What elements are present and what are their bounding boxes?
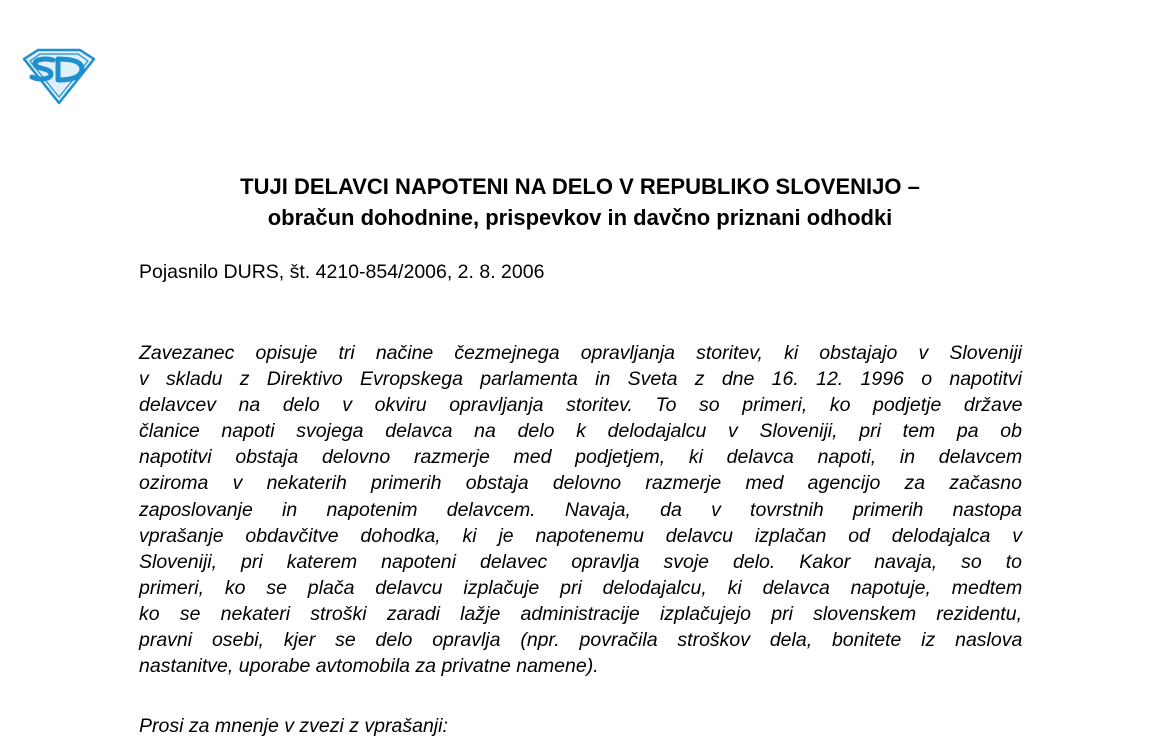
paragraph-line: delavcev na delo v okviru opravljanja storitev. To so primeri, ko podjetje države xyxy=(139,394,1023,417)
paragraph-line: Sloveniji, pri katerem napoteni delavec opravlja svoje delo. Kakor navaja, so to xyxy=(139,550,1022,573)
paragraph-line: članice napoti svojega delavca na delo k delodajalcu v Sloveniji, pri tem pa ob xyxy=(139,420,1022,443)
body-paragraph xyxy=(139,340,1022,679)
paragraph-line: ko se nekateri stroški zaradi lažje administracije izplačujejo pri slovenskem rezidentu, xyxy=(139,602,1022,625)
paragraph-line: napotitvi obstaja delovno razmerje med podjetjem, ki delavca napoti, in delavcem xyxy=(139,446,1023,469)
document-subtitle: obračun dohodnine, prispevkov in davčno priznani odhodki xyxy=(267,205,893,230)
sd-logo-icon xyxy=(20,47,98,105)
document-reference: Pojasnilo DURS, št. 4210-854/2006, 2. 8. 2006 xyxy=(139,261,545,283)
paragraph-line: Zavezanec opisuje tri načine čezmejnega opravljanja storitev, ki obstajajo v Sloveniji xyxy=(139,342,1022,364)
paragraph-line: oziroma v nekaterih primerih obstaja delovno razmerje med agencijo za začasno xyxy=(139,472,1022,495)
paragraph-line: v skladu z Direktivo Evropskega parlamenta in Sveta z dne 16. 12. 1996 o napotitvi xyxy=(139,368,1022,391)
document-title: TUJI DELAVCI NAPOTENI NA DELO V REPUBLIKO SLOVENIJO – xyxy=(240,174,920,199)
paragraph-line: zaposlovanje in napotenim delavcem. Navaja, da v tovrstnih primerih nastopa xyxy=(139,498,1022,521)
paragraph-line: vprašanje obdavčitve dohodka, ki je napotenemu delavcu izplačan od delodajalca v xyxy=(139,524,1022,547)
paragraph-line: primeri, ko se plača delavcu izplačuje pri delodajalcu, ki delavca napotuje, medtem xyxy=(139,576,1023,599)
paragraph-line: pravni osebi, kjer se delo opravlja (npr. povračila stroškov dela, bonitete iz naslova xyxy=(139,629,1023,652)
paragraph-line: nastanitve, uporabe avtomobila za privatne namene). xyxy=(139,655,599,678)
question-intro: Prosi za mnenje v zvezi z vprašanji: xyxy=(139,715,448,737)
